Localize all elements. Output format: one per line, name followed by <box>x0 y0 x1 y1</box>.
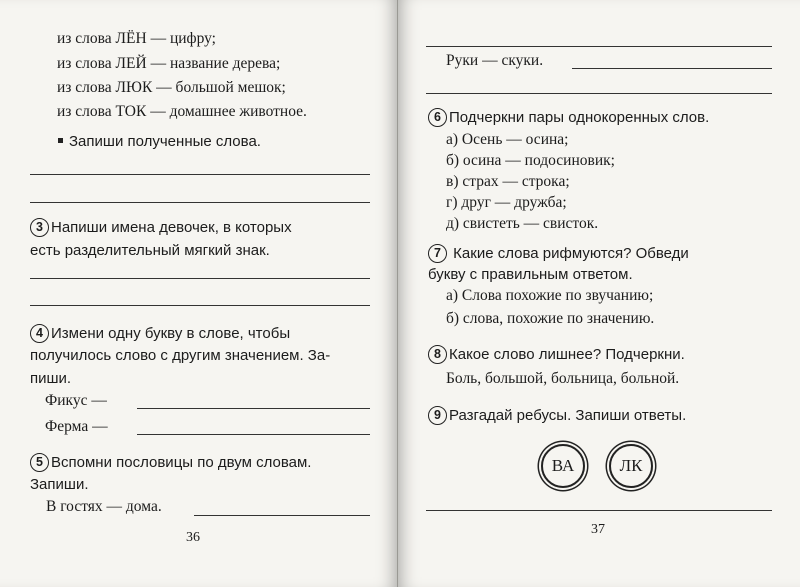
task-4-heading: 4 Измени одну букву в слове, чтобы <box>30 324 290 343</box>
left-page <box>0 0 398 587</box>
task-3-text: есть разделительный мягкий знак. <box>30 242 270 259</box>
text-line: из слова ЛЕЙ — название дерева; <box>57 55 281 72</box>
write-instruction: Запиши полученные слова. <box>58 133 261 150</box>
task-number-badge: 5 <box>30 453 49 472</box>
word-ferma: Ферма — <box>45 418 108 435</box>
word-list: Боль, большой, больница, больной. <box>446 370 680 387</box>
list-item: б) слова, похожие по значению. <box>446 310 655 327</box>
task-number-badge: 6 <box>428 108 447 127</box>
proverb-1: В гостях — дома. <box>46 498 162 515</box>
task-3-heading: 3 Напиши имена девочек, в которых <box>30 218 292 237</box>
list-item: в) страх — строка; <box>446 173 570 190</box>
answer-line[interactable] <box>426 46 772 47</box>
rebus-va: ВА <box>541 444 585 488</box>
task-number-badge: 8 <box>428 345 447 364</box>
bullet-icon <box>58 138 63 143</box>
text-line: из слова ЛЁН — цифру; <box>57 30 216 47</box>
text-line: из слова ЛЮК — большой мешок; <box>57 79 286 96</box>
text-line: из слова ТОК — домашнее животное. <box>57 103 307 120</box>
answer-line[interactable] <box>137 434 370 435</box>
answer-line[interactable] <box>30 202 370 203</box>
task-5-heading: 5 Вспомни пословицы по двум словам. <box>30 453 311 472</box>
list-item: д) свистеть — свисток. <box>446 215 599 232</box>
page-number: 36 <box>186 530 200 545</box>
task-number-badge: 7 <box>428 244 447 263</box>
list-item: г) друг — дружба; <box>446 194 567 211</box>
answer-line[interactable] <box>194 515 370 516</box>
answer-line[interactable] <box>30 305 370 306</box>
page-number: 37 <box>591 522 605 537</box>
word-fikus: Фикус — <box>45 392 107 409</box>
task-4-text: получилось слово с другим значением. За- <box>30 347 331 364</box>
task-8-heading: 8 Какое слово лишнее? Подчеркни. <box>428 345 685 364</box>
task-number-badge: 3 <box>30 218 49 237</box>
answer-line[interactable] <box>30 174 370 175</box>
rebus-lk: ЛК <box>609 444 653 488</box>
answer-line[interactable] <box>426 510 772 511</box>
answer-line[interactable] <box>30 278 370 279</box>
answer-line[interactable] <box>572 68 772 69</box>
list-item: б) осина — подосиновик; <box>446 152 615 169</box>
task-number-badge: 4 <box>30 324 49 343</box>
answer-line[interactable] <box>137 408 370 409</box>
task-7-heading: 7 Какие слова рифмуются? Обведи <box>428 244 689 263</box>
task-5-text: Запиши. <box>30 476 89 493</box>
proverb-2: Руки — скуки. <box>446 52 544 69</box>
list-item: а) Слова похожие по звучанию; <box>446 287 654 304</box>
answer-line[interactable] <box>426 93 772 94</box>
right-page <box>398 0 800 587</box>
task-6-heading: 6 Подчеркни пары однокоренных слов. <box>428 108 709 127</box>
task-number-badge: 9 <box>428 406 447 425</box>
task-7-text: букву с правильным ответом. <box>428 266 633 283</box>
task-4-text: пиши. <box>30 370 72 387</box>
list-item: а) Осень — осина; <box>446 131 569 148</box>
task-9-heading: 9 Разгадай ребусы. Запиши ответы. <box>428 406 686 425</box>
